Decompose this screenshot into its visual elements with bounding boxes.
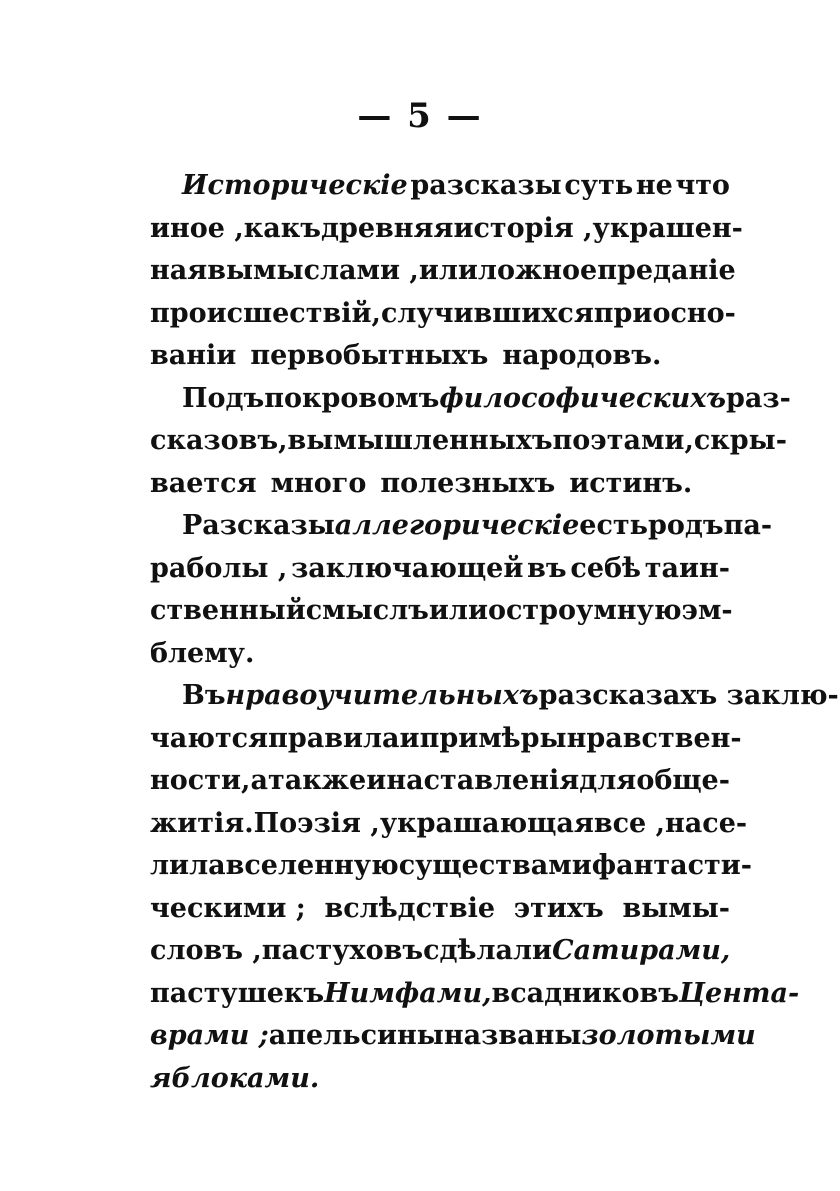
word: сказовъ, [150,425,288,456]
italic-word: Сатирами, [552,935,731,966]
word: случившихся [380,297,594,329]
word: народовъ. [502,340,662,371]
word: лила [150,850,226,881]
word: происшествій, [150,297,381,329]
word: украшающая [379,807,594,839]
word: нравствен- [566,722,742,754]
text-line [150,297,736,341]
text-line [150,340,730,383]
word: эм- [681,595,733,626]
word: родъ [647,510,724,541]
word: много [270,467,367,499]
word: ческими ; [150,892,306,924]
word: себѣ [570,552,642,584]
word: ваніи [150,340,237,371]
text-line [150,468,730,511]
word: все , [593,807,666,839]
word: насе- [665,807,748,839]
word: осно- [652,297,736,329]
text-line [150,553,730,596]
word: названы [443,1020,582,1051]
word: смыслъ [305,595,429,626]
word: правила [268,722,400,754]
word: ложное [477,255,598,286]
word: первобытныхъ [250,340,489,371]
word: остроумную [487,595,682,626]
word: скры- [693,425,787,456]
word: таин- [644,552,730,584]
text-line [150,893,730,936]
word: разсказы [410,170,562,201]
word: па- [723,510,773,541]
word: Поэзія , [253,807,380,839]
word: суть [564,170,634,201]
text-line [150,638,730,681]
word: преданіе [597,255,736,286]
text-line [150,1063,730,1106]
word: этихъ [513,892,604,924]
word: украшен- [592,212,743,244]
italic-word: философическихъ [439,382,727,414]
italic-word: Нимфами, [324,977,492,1009]
word: иное , [150,212,244,244]
word: и [399,722,420,754]
word: всадниковъ [491,977,679,1009]
word: полезныхъ [380,467,556,499]
text-line [150,255,736,298]
word: наставленія [386,765,580,796]
italic-word: золотыми [581,1020,756,1051]
word: вается [150,467,257,499]
text-line [150,765,730,808]
word: древняя [320,212,454,244]
word: Въ [182,680,226,711]
italic-word: аллегорическіе [334,510,580,541]
word: Разсказы [182,510,335,541]
text-line [150,212,743,256]
word: также [268,765,367,796]
word: чаются [150,722,269,754]
italic-word: Цента- [678,977,800,1009]
word: пастуховъ [261,935,424,966]
word: фантасти- [591,850,752,881]
word: какъ [243,212,321,244]
word: ственный [150,595,306,626]
word: существами [398,850,592,881]
word: апельсины [268,1020,444,1051]
word: и [366,765,387,796]
word: или [428,595,488,626]
word: вселенную [225,850,399,881]
word: словъ , [150,935,262,966]
word: заключающей [291,552,524,584]
text-line [150,850,752,893]
italic-word: врами ; [150,1020,269,1051]
word: разсказахъ заклю- [538,680,839,711]
word: поэтами, [552,425,694,456]
word: пастушекъ [150,977,325,1009]
word: или [418,255,478,286]
word: примѣры [419,722,567,754]
word: вымышленныхъ [287,425,553,456]
word: раболы , [150,552,288,584]
text-line [150,1020,756,1063]
word: не [635,170,673,201]
word: сдѣлали [423,935,553,966]
italic-word: нравоучительныхъ [225,680,539,711]
text-line [150,510,773,553]
word: ности, [150,765,251,796]
text-line [150,935,730,978]
word: есть [579,510,648,541]
italic-word: Историческіе [182,170,408,201]
word: Подъ [182,382,265,414]
word: вымы- [622,892,730,924]
text-line [150,595,733,638]
word: при [593,297,653,329]
word: а [250,765,268,796]
word: въ [527,552,567,584]
text-line [150,425,787,468]
page-number: — 5 — [357,96,483,136]
text-line [150,977,800,1021]
word: для [579,765,637,796]
body-text [150,170,839,1105]
word: что [675,170,730,201]
text-line [150,382,791,426]
word: раз- [726,382,791,414]
word: житія. [150,807,254,839]
word: ная [150,255,208,286]
text-line [150,807,748,851]
word: вымыслами , [207,255,419,286]
text-line [150,170,730,213]
text-line [150,680,839,723]
word: обще- [636,765,730,796]
word: истинъ. [569,467,693,499]
word: исторія , [453,212,593,244]
word: покровомъ [264,382,440,414]
word: вслѣдствіе [324,892,496,924]
italic-word: яблоками. [150,1062,320,1094]
text-line [150,722,742,766]
word: блему. [150,637,255,669]
